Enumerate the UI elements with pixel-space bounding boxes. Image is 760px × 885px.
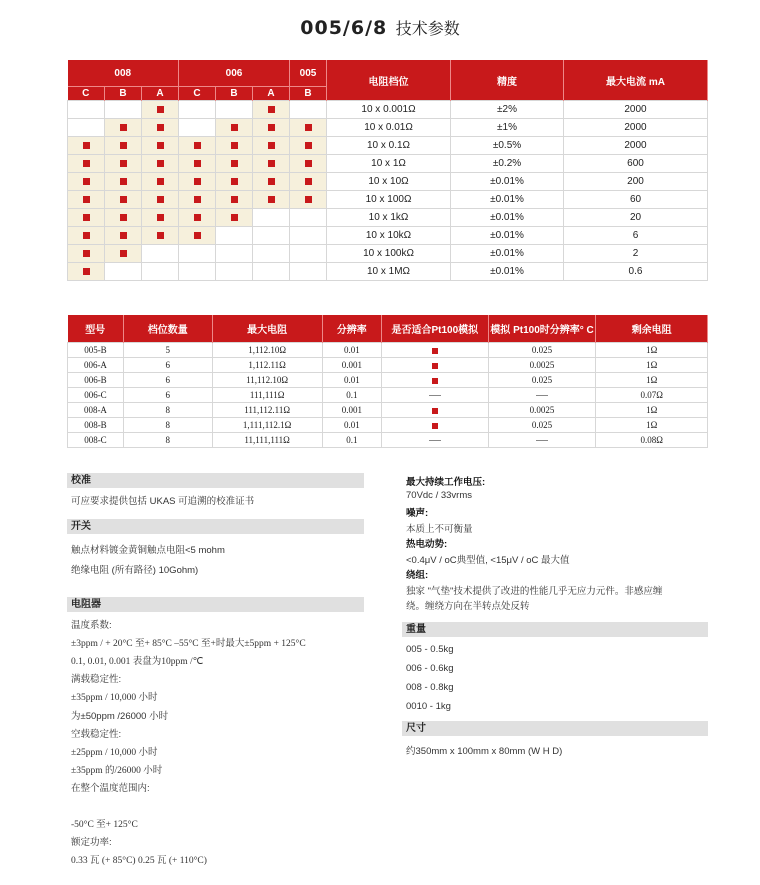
col-header: 最大电阻 xyxy=(212,315,322,343)
dash-icon xyxy=(429,395,441,396)
mark-icon xyxy=(120,142,127,149)
mark-icon xyxy=(120,232,127,239)
switch-cell xyxy=(216,137,253,155)
resistor-line: 在整个温度范围内: xyxy=(71,782,150,794)
switch-cell xyxy=(290,101,327,119)
table-row xyxy=(68,191,708,209)
switch-cell xyxy=(179,245,216,263)
table-row xyxy=(68,433,708,448)
res-cell: 0.001 xyxy=(322,403,381,418)
mark-icon xyxy=(157,178,164,185)
table-row xyxy=(68,101,708,119)
mark-icon xyxy=(305,196,312,203)
range-cell: 10 x 0.01Ω xyxy=(327,119,451,137)
range-cell: 10 x 10kΩ xyxy=(327,227,451,245)
resistor-line: 额定功率: xyxy=(71,837,112,849)
group-005: 005 xyxy=(290,60,327,87)
resistor-line: -50°C 至+ 125°C xyxy=(71,820,138,831)
emf-value: <0.4μV / oC典型值, <15μV / oC 最大值 xyxy=(406,555,570,566)
range-cell: 10 x 1MΩ xyxy=(327,263,451,281)
res-cell: 0.01 xyxy=(322,343,381,358)
table-row xyxy=(68,418,708,433)
switch-cell xyxy=(105,209,142,227)
switch-col-header: A xyxy=(142,87,179,101)
switch-cell xyxy=(290,245,327,263)
max-cell: 11,111,111Ω xyxy=(212,433,322,448)
mark-icon xyxy=(83,142,90,149)
switch-cell xyxy=(105,245,142,263)
weight-section xyxy=(402,622,708,717)
calibration-section xyxy=(67,473,364,513)
switch-cell xyxy=(290,173,327,191)
max-cell: 1,112.11Ω xyxy=(212,358,322,373)
range-cell: 10 x 1kΩ xyxy=(327,209,451,227)
mark-icon xyxy=(231,142,238,149)
page-title xyxy=(0,16,760,39)
count-cell: 8 xyxy=(123,433,212,448)
mark-icon xyxy=(432,408,438,414)
header-range: 电阻档位 xyxy=(327,60,451,101)
switch-cell xyxy=(253,245,290,263)
switch-cell xyxy=(68,263,105,281)
count-cell: 8 xyxy=(123,418,212,433)
table-row xyxy=(68,358,708,373)
switch-cell xyxy=(179,137,216,155)
mark-icon xyxy=(157,160,164,167)
max-cell: 1,111,112.1Ω xyxy=(212,418,322,433)
model-cell: 006-B xyxy=(68,373,124,388)
switch-cell xyxy=(68,209,105,227)
current-cell: 2 xyxy=(564,245,708,263)
switch-col-header: B xyxy=(105,87,142,101)
switch-cell xyxy=(105,191,142,209)
mark-icon xyxy=(432,378,438,384)
table-row xyxy=(68,403,708,418)
dash-icon xyxy=(536,440,548,441)
res-cell: 0.001 xyxy=(322,358,381,373)
switch-cell xyxy=(179,227,216,245)
mark-icon xyxy=(83,214,90,221)
switch-line-2: 绝缘电阻 (所有路径) 10Gohm) xyxy=(71,565,199,576)
model-cell: 008-B xyxy=(68,418,124,433)
current-cell: 6 xyxy=(564,227,708,245)
switch-cell xyxy=(105,173,142,191)
current-cell: 0.6 xyxy=(564,263,708,281)
mark-icon xyxy=(120,178,127,185)
mark-icon xyxy=(157,214,164,221)
switch-cell xyxy=(216,155,253,173)
weight-title: 重量 xyxy=(402,622,708,637)
pt100-cell xyxy=(382,358,489,373)
count-cell: 8 xyxy=(123,403,212,418)
ptres-cell: 0.025 xyxy=(488,373,596,388)
col-header: 型号 xyxy=(68,315,124,343)
max-cell: 111,112.11Ω xyxy=(212,403,322,418)
range-cell: 10 x 100kΩ xyxy=(327,245,451,263)
winding-line-2: 绕。缠绕方向在半转点处反转 xyxy=(406,601,530,612)
mark-icon xyxy=(231,196,238,203)
switch-cell xyxy=(290,155,327,173)
mark-icon xyxy=(83,232,90,239)
accuracy-cell: ±0.01% xyxy=(451,209,564,227)
model-table xyxy=(67,315,708,448)
range-cell: 10 x 10Ω xyxy=(327,173,451,191)
mark-icon xyxy=(120,196,127,203)
table-row xyxy=(68,119,708,137)
mark-icon xyxy=(194,196,201,203)
range-cell: 10 x 100Ω xyxy=(327,191,451,209)
resistor-line: 为±50ppm /26000 小时 xyxy=(71,710,169,722)
switch-cell xyxy=(179,191,216,209)
res-cell: 0.01 xyxy=(322,418,381,433)
ptres-cell: 0.025 xyxy=(488,418,596,433)
col-header: 分辨率 xyxy=(322,315,381,343)
switch-cell xyxy=(142,191,179,209)
max-cell: 1,112.10Ω xyxy=(212,343,322,358)
current-cell: 2000 xyxy=(564,119,708,137)
ptres-cell: 0.0025 xyxy=(488,403,596,418)
mark-icon xyxy=(120,214,127,221)
mark-icon xyxy=(305,142,312,149)
switch-cell xyxy=(253,155,290,173)
switch-cell xyxy=(142,137,179,155)
switch-cell xyxy=(216,227,253,245)
switch-cell xyxy=(68,137,105,155)
calibration-line: 可应要求提供包括 UKAS 可追溯的校准证书 xyxy=(71,496,255,507)
size-section xyxy=(402,721,708,761)
dash-icon xyxy=(536,395,548,396)
current-cell: 60 xyxy=(564,191,708,209)
switch-col-header: C xyxy=(68,87,105,101)
switch-cell xyxy=(142,263,179,281)
mark-icon xyxy=(268,142,275,149)
table-row xyxy=(68,155,708,173)
resid-cell: 1Ω xyxy=(596,358,708,373)
accuracy-cell: ±0.01% xyxy=(451,173,564,191)
switch-col-header: B xyxy=(216,87,253,101)
switch-cell xyxy=(253,119,290,137)
resid-cell: 1Ω xyxy=(596,373,708,388)
switch-cell xyxy=(253,209,290,227)
switch-cell xyxy=(142,245,179,263)
max-cell: 11,112.10Ω xyxy=(212,373,322,388)
accuracy-cell: ±2% xyxy=(451,101,564,119)
accuracy-cell: ±0.01% xyxy=(451,245,564,263)
pt100-cell xyxy=(382,373,489,388)
switch-cell xyxy=(253,227,290,245)
voltage-label: 最大持续工作电压: xyxy=(406,477,486,488)
switch-cell xyxy=(142,227,179,245)
mark-icon xyxy=(83,196,90,203)
winding-label: 绕组: xyxy=(406,570,429,581)
table-row xyxy=(68,343,708,358)
col-header: 剩余电阻 xyxy=(596,315,708,343)
resid-cell: 0.08Ω xyxy=(596,433,708,448)
switch-cell xyxy=(290,119,327,137)
count-cell: 6 xyxy=(123,373,212,388)
title-sub: 技术参数 xyxy=(395,21,460,38)
mark-icon xyxy=(83,250,90,257)
max-cell: 111,111Ω xyxy=(212,388,322,403)
mark-icon xyxy=(120,124,127,131)
switch-cell xyxy=(68,119,105,137)
pt100-cell xyxy=(382,388,489,403)
switch-cell xyxy=(105,101,142,119)
mark-icon xyxy=(83,268,90,275)
ptres-cell: 0.0025 xyxy=(488,358,596,373)
switch-cell xyxy=(142,209,179,227)
table-row xyxy=(68,245,708,263)
switch-cell xyxy=(216,209,253,227)
size-line: 约350mm x 100mm x 80mm (W H D) xyxy=(406,746,563,757)
resid-cell: 1Ω xyxy=(596,343,708,358)
switch-cell xyxy=(290,263,327,281)
resistor-section xyxy=(67,597,364,867)
mark-icon xyxy=(268,178,275,185)
switch-cell xyxy=(216,173,253,191)
switch-cell xyxy=(179,263,216,281)
current-cell: 2000 xyxy=(564,137,708,155)
switch-col-header: B xyxy=(290,87,327,101)
pt100-cell xyxy=(382,343,489,358)
switch-cell xyxy=(68,245,105,263)
col-header: 模拟 Pt100时分辨率° C xyxy=(488,315,596,343)
switch-cell xyxy=(253,101,290,119)
ptres-cell xyxy=(488,433,596,448)
noise-label: 噪声: xyxy=(406,508,429,519)
resistor-title: 电阻器 xyxy=(67,597,364,612)
specs-section xyxy=(402,474,708,614)
mark-icon xyxy=(231,214,238,221)
current-cell: 20 xyxy=(564,209,708,227)
switch-cell xyxy=(253,173,290,191)
switch-cell xyxy=(290,209,327,227)
switch-col-header: C xyxy=(179,87,216,101)
table-row xyxy=(68,227,708,245)
pt100-cell xyxy=(382,433,489,448)
switch-cell xyxy=(179,173,216,191)
switch-cell xyxy=(253,137,290,155)
pt100-cell xyxy=(382,403,489,418)
range-cell: 10 x 0.001Ω xyxy=(327,101,451,119)
switch-cell xyxy=(179,155,216,173)
mark-icon xyxy=(120,160,127,167)
winding-line-1: 独家 "气垫"技术提供了改进的性能几乎无应力元件。非感应缠 xyxy=(406,586,663,597)
switch-cell xyxy=(290,191,327,209)
switch-cell xyxy=(290,137,327,155)
mark-icon xyxy=(231,178,238,185)
header-current: 最大电流 mA xyxy=(564,60,708,101)
model-cell: 006-C xyxy=(68,388,124,403)
switch-cell xyxy=(68,227,105,245)
mark-icon xyxy=(432,423,438,429)
weight-line: 006 - 0.6kg xyxy=(406,663,454,674)
mark-icon xyxy=(194,232,201,239)
resid-cell: 1Ω xyxy=(596,403,708,418)
calibration-title: 校准 xyxy=(67,473,364,488)
mark-icon xyxy=(157,142,164,149)
mark-icon xyxy=(194,160,201,167)
count-cell: 6 xyxy=(123,358,212,373)
mark-icon xyxy=(194,178,201,185)
group-008: 008 xyxy=(68,60,179,87)
noise-value: 本质上不可衡量 xyxy=(406,524,473,535)
switch-col-header: A xyxy=(253,87,290,101)
switch-cell xyxy=(105,137,142,155)
accuracy-cell: ±0.2% xyxy=(451,155,564,173)
table-row xyxy=(68,209,708,227)
mark-icon xyxy=(231,160,238,167)
mark-icon xyxy=(305,160,312,167)
resistor-line: ±35ppm 的/26000 小时 xyxy=(71,765,163,776)
mark-icon xyxy=(305,178,312,185)
switch-cell xyxy=(142,101,179,119)
mark-icon xyxy=(268,124,275,131)
mark-icon xyxy=(194,142,201,149)
weight-line: 005 - 0.5kg xyxy=(406,644,454,655)
model-cell: 008-A xyxy=(68,403,124,418)
switch-cell xyxy=(68,191,105,209)
accuracy-cell: ±0.01% xyxy=(451,227,564,245)
switch-cell xyxy=(216,119,253,137)
range-table xyxy=(67,60,708,281)
model-cell: 008-C xyxy=(68,433,124,448)
group-006: 006 xyxy=(179,60,290,87)
res-cell: 0.1 xyxy=(322,388,381,403)
switch-cell xyxy=(216,101,253,119)
switch-cell xyxy=(216,191,253,209)
resid-cell: 1Ω xyxy=(596,418,708,433)
switch-cell xyxy=(216,263,253,281)
accuracy-cell: ±1% xyxy=(451,119,564,137)
size-title: 尺寸 xyxy=(402,721,708,736)
switch-cell xyxy=(105,119,142,137)
mark-icon xyxy=(157,232,164,239)
mark-icon xyxy=(432,363,438,369)
header-accuracy: 精度 xyxy=(451,60,564,101)
mark-icon xyxy=(83,178,90,185)
model-cell: 006-A xyxy=(68,358,124,373)
resistor-line: 满载稳定性: xyxy=(71,674,122,686)
resistor-line: 0.1, 0.01, 0.001 表盘为10ppm /℃ xyxy=(71,657,204,668)
count-cell: 5 xyxy=(123,343,212,358)
switch-cell xyxy=(253,263,290,281)
switch-cell xyxy=(142,173,179,191)
current-cell: 200 xyxy=(564,173,708,191)
resistor-line: 0.33 瓦 (+ 85°C) 0.25 瓦 (+ 110°C) xyxy=(71,856,207,867)
range-cell: 10 x 1Ω xyxy=(327,155,451,173)
weight-line: 008 - 0.8kg xyxy=(406,682,454,693)
switch-cell xyxy=(216,245,253,263)
switch-cell xyxy=(179,119,216,137)
switch-cell xyxy=(290,227,327,245)
table-row xyxy=(68,373,708,388)
switch-cell xyxy=(142,155,179,173)
switch-cell xyxy=(105,227,142,245)
current-cell: 2000 xyxy=(564,101,708,119)
res-cell: 0.01 xyxy=(322,373,381,388)
switch-cell xyxy=(105,263,142,281)
mark-icon xyxy=(157,196,164,203)
count-cell: 6 xyxy=(123,388,212,403)
table-row xyxy=(68,263,708,281)
switch-cell xyxy=(142,119,179,137)
mark-icon xyxy=(432,348,438,354)
col-header: 是否适合Pt100模拟 xyxy=(382,315,489,343)
switch-cell xyxy=(68,101,105,119)
switch-section xyxy=(67,519,364,579)
switch-cell xyxy=(68,155,105,173)
resistor-line: ±25ppm / 10,000 小时 xyxy=(71,747,158,758)
mark-icon xyxy=(305,124,312,131)
mark-icon xyxy=(194,214,201,221)
switch-cell xyxy=(105,155,142,173)
voltage-value: 70Vdc / 33vrms xyxy=(406,490,472,501)
ptres-cell xyxy=(488,388,596,403)
mark-icon xyxy=(120,250,127,257)
dash-icon xyxy=(429,440,441,441)
emf-label: 热电动势: xyxy=(406,539,448,550)
resistor-line: 空载稳定性: xyxy=(71,728,122,740)
mark-icon xyxy=(231,124,238,131)
table-row xyxy=(68,388,708,403)
pt100-cell xyxy=(382,418,489,433)
switch-cell xyxy=(68,173,105,191)
table-row xyxy=(68,173,708,191)
resid-cell: 0.07Ω xyxy=(596,388,708,403)
mark-icon xyxy=(268,196,275,203)
resistor-line: ±35ppm / 10,000 小时 xyxy=(71,693,158,704)
mark-icon xyxy=(157,106,164,113)
current-cell: 600 xyxy=(564,155,708,173)
accuracy-cell: ±0.01% xyxy=(451,191,564,209)
mark-icon xyxy=(83,160,90,167)
range-cell: 10 x 0.1Ω xyxy=(327,137,451,155)
weight-line: 0010 - 1kg xyxy=(406,701,451,712)
resistor-line: 温度系数: xyxy=(71,620,112,631)
resistor-line: ±3ppm / + 20°C 至+ 85°C –55°C 至+时最大±5ppm + 125°C xyxy=(71,639,306,650)
switch-line-1: 触点材料镀金黄铜触点电阻<5 mohm xyxy=(71,545,225,556)
col-header: 档位数量 xyxy=(123,315,212,343)
res-cell: 0.1 xyxy=(322,433,381,448)
switch-title: 开关 xyxy=(67,519,364,534)
mark-icon xyxy=(268,160,275,167)
ptres-cell: 0.025 xyxy=(488,343,596,358)
mark-icon xyxy=(268,106,275,113)
accuracy-cell: ±0.5% xyxy=(451,137,564,155)
model-cell: 005-B xyxy=(68,343,124,358)
table-row xyxy=(68,137,708,155)
title-model: 005/6/8 xyxy=(300,17,388,39)
accuracy-cell: ±0.01% xyxy=(451,263,564,281)
switch-cell xyxy=(253,191,290,209)
switch-cell xyxy=(179,209,216,227)
mark-icon xyxy=(157,124,164,131)
switch-cell xyxy=(179,101,216,119)
